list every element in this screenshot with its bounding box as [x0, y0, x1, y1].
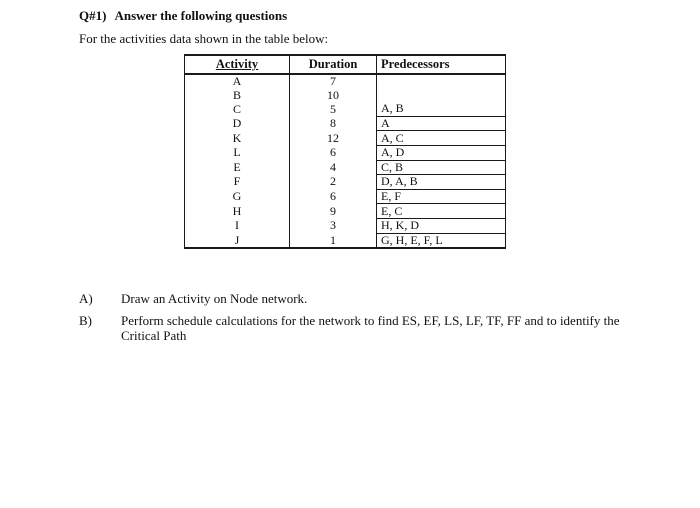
cell-duration: 8 [290, 116, 377, 131]
task-b-text: Perform schedule calculations for the network to find ES, EF, LS, LF, TF, FF and to identify the Critical Path [121, 313, 620, 343]
table-row [185, 233, 506, 248]
cell-predecessors: D, A, B [377, 175, 506, 190]
table-row [185, 175, 506, 190]
cell-predecessors: E, F [377, 189, 506, 204]
cell-duration: 10 [290, 89, 377, 103]
table-body [185, 74, 506, 248]
header-predecessors: Predecessors [377, 55, 506, 74]
header-activity: Activity [185, 55, 290, 74]
cell-predecessors: A, B [377, 102, 506, 116]
table-row [185, 218, 506, 233]
activities-table [184, 54, 506, 249]
cell-activity: H [185, 204, 290, 219]
question-title: Answer the following questions [114, 8, 288, 23]
table-row [185, 89, 506, 103]
cell-activity: K [185, 131, 290, 146]
cell-predecessors: H, K, D [377, 218, 506, 233]
intro-text: For the activities data shown in the table below: [79, 31, 329, 46]
cell-duration: 12 [290, 131, 377, 146]
cell-activity: D [185, 116, 290, 131]
cell-activity: G [185, 189, 290, 204]
table-row [185, 102, 506, 116]
cell-predecessors: E, C [377, 204, 506, 219]
cell-predecessors [377, 89, 506, 103]
cell-activity: A [185, 74, 290, 89]
cell-duration: 5 [290, 102, 377, 116]
cell-duration: 2 [290, 175, 377, 190]
cell-predecessors: A, C [377, 131, 506, 146]
table-row [185, 189, 506, 204]
cell-activity: C [185, 102, 290, 116]
cell-predecessors: C, B [377, 160, 506, 175]
task-a-label: A) [79, 291, 93, 306]
cell-predecessors: G, H, E, F, L [377, 233, 506, 248]
task-a-text: Draw an Activity on Node network. [121, 291, 308, 306]
table-row [185, 74, 506, 89]
table-row [185, 116, 506, 131]
cell-duration: 4 [290, 160, 377, 175]
cell-predecessors: A [377, 116, 506, 131]
table-header-row [185, 55, 506, 74]
cell-duration: 3 [290, 218, 377, 233]
table-row [185, 131, 506, 146]
cell-activity: E [185, 160, 290, 175]
question-heading [79, 8, 287, 24]
cell-duration: 6 [290, 145, 377, 160]
cell-activity: F [185, 175, 290, 190]
cell-activity: B [185, 89, 290, 103]
task-b-label: B) [79, 313, 92, 328]
task-list [79, 291, 639, 349]
cell-duration: 7 [290, 74, 377, 89]
cell-duration: 1 [290, 233, 377, 248]
question-number: Q#1) [79, 8, 107, 23]
cell-duration: 9 [290, 204, 377, 219]
cell-predecessors [377, 74, 506, 89]
table-row [185, 160, 506, 175]
header-duration: Duration [290, 55, 377, 74]
task-b [79, 313, 639, 343]
cell-predecessors: A, D [377, 145, 506, 160]
task-a [79, 291, 639, 307]
cell-duration: 6 [290, 189, 377, 204]
table-row [185, 204, 506, 219]
cell-activity: I [185, 218, 290, 233]
cell-activity: J [185, 233, 290, 248]
table-row [185, 145, 506, 160]
cell-activity: L [185, 145, 290, 160]
